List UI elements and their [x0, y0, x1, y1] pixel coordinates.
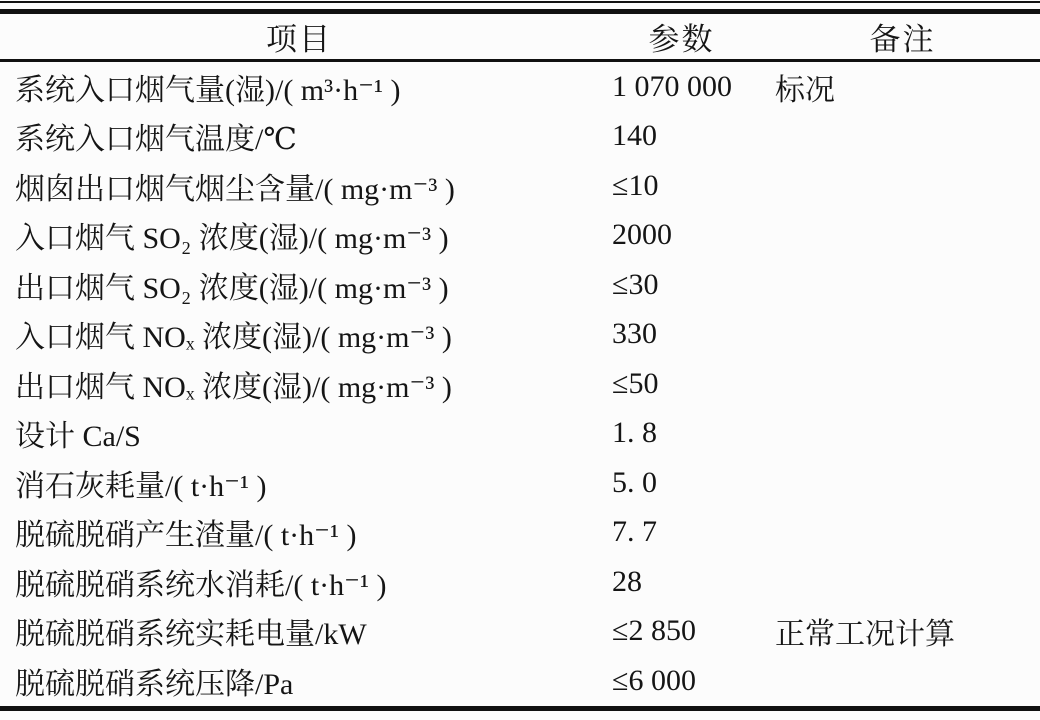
- param-cell: ≤10: [612, 168, 659, 202]
- item-cell: 入口烟气 NOₓ 浓度(湿)/( mg·m⁻³ ): [15, 321, 452, 355]
- remark-cell: [765, 112, 1040, 162]
- item-cell: 脱硫脱硝系统实耗电量/kW: [15, 618, 367, 652]
- column-header-item: 项目: [0, 14, 598, 61]
- remark-cell: [765, 310, 1040, 360]
- param-cell: 140: [612, 119, 657, 153]
- table-row: [0, 508, 1040, 558]
- item-cell: 设计 Ca/S: [15, 420, 141, 454]
- table-row: [0, 409, 1040, 459]
- param-cell: 1. 8: [612, 416, 657, 450]
- remark-cell: [765, 260, 1040, 310]
- table-row: [0, 656, 1040, 708]
- param-cell: 2000: [612, 218, 672, 252]
- item-cell: 入口烟气 SO₂ 浓度(湿)/( mg·m⁻³ ): [15, 222, 449, 256]
- param-cell: 7. 7: [612, 515, 657, 549]
- param-cell: ≤2 850: [612, 614, 696, 648]
- param-cell: 330: [612, 317, 657, 351]
- item-cell: 系统入口烟气量(湿)/( m³·h⁻¹ ): [15, 73, 401, 107]
- remark-cell: [765, 211, 1040, 261]
- item-cell: 出口烟气 SO₂ 浓度(湿)/( mg·m⁻³ ): [15, 271, 449, 305]
- item-cell: 系统入口烟气温度/℃: [15, 123, 297, 157]
- remark-cell: [765, 458, 1040, 508]
- remark-cell: [765, 656, 1040, 708]
- table-row: [0, 112, 1040, 162]
- table-row: [0, 557, 1040, 607]
- column-header-remark: 备注: [765, 14, 1040, 61]
- param-cell: ≤30: [612, 267, 659, 301]
- param-cell: 1 070 000: [612, 69, 732, 103]
- table-row: [0, 458, 1040, 508]
- table-row: [0, 260, 1040, 310]
- param-cell: 5. 0: [612, 465, 657, 499]
- remark-cell: [765, 409, 1040, 459]
- table-header-row: [0, 14, 1040, 61]
- remark-cell: [765, 557, 1040, 607]
- remark-cell: [765, 161, 1040, 211]
- column-header-param: 参数: [598, 14, 765, 61]
- remark-cell: [765, 508, 1040, 558]
- parameters-table: [0, 14, 1040, 711]
- remark-cell: [765, 359, 1040, 409]
- param-cell: 28: [612, 564, 642, 598]
- item-cell: 脱硫脱硝产生渣量/( t·h⁻¹ ): [15, 519, 357, 553]
- table-row: [0, 61, 1040, 112]
- item-cell: 脱硫脱硝系统压降/Pa: [15, 667, 294, 701]
- item-cell: 脱硫脱硝系统水消耗/( t·h⁻¹ ): [15, 568, 387, 602]
- table-row: [0, 310, 1040, 360]
- table-row: [0, 359, 1040, 409]
- remark-cell: 标况: [775, 73, 835, 107]
- table-row: [0, 161, 1040, 211]
- param-cell: ≤6 000: [612, 663, 696, 697]
- item-cell: 出口烟气 NOₓ 浓度(湿)/( mg·m⁻³ ): [15, 370, 452, 404]
- param-cell: ≤50: [612, 366, 659, 400]
- item-cell: 消石灰耗量/( t·h⁻¹ ): [15, 469, 267, 503]
- table-row: [0, 211, 1040, 261]
- item-cell: 烟囱出口烟气烟尘含量/( mg·m⁻³ ): [15, 172, 455, 206]
- remark-cell: 正常工况计算: [775, 618, 955, 652]
- table-top-thin-rule: [0, 1, 1040, 3]
- table-row: [0, 607, 1040, 657]
